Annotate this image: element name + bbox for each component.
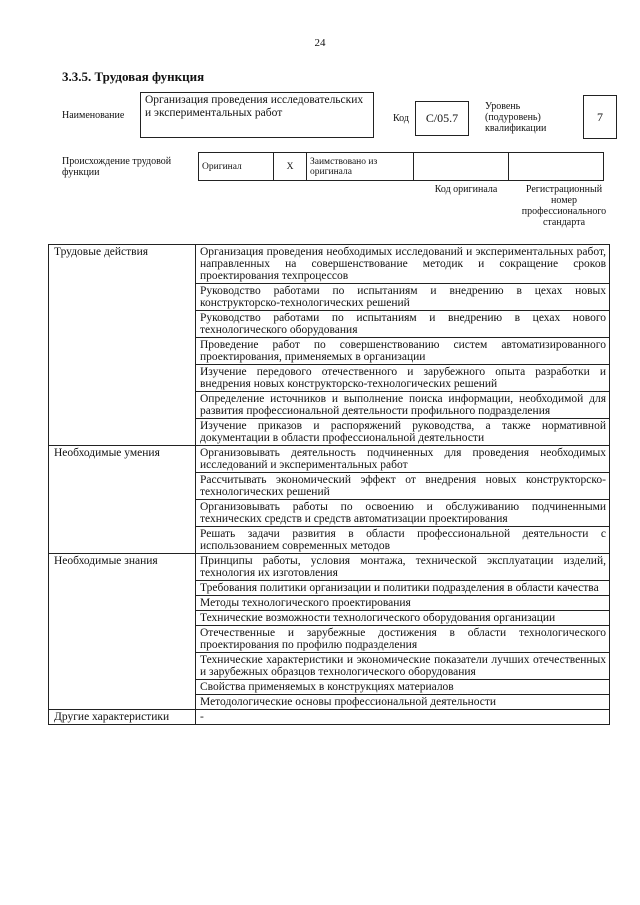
origin-table [198, 152, 604, 181]
item-text: Определение источников и выполнение поиска информации, необходимой для развития профессиональной деятельности профильного подразделения [196, 392, 610, 419]
section-title: 3.3.5. Трудовая функция [62, 69, 205, 84]
name-value: Организация проведения исследовательских и экспериментальных работ [145, 94, 364, 119]
item-text: Принципы работы, условия монтажа, технической эксплуатации изделий, технология их изготовления [196, 554, 610, 581]
item-text: Технические возможности технологического оборудования организации [196, 611, 610, 626]
category-labor-actions: Трудовые действия [49, 245, 196, 446]
item-text: Решать задачи развития в области профессиональной деятельности с использованием современных методов [196, 527, 610, 554]
original-label: Оригинал [199, 153, 274, 181]
origin-label: Происхождение трудовой функции [62, 156, 172, 178]
original-mark: X [274, 153, 307, 181]
code-original-caption: Код оригинала [434, 184, 498, 195]
item-text: Организация проведения необходимых исследований и экспериментальных работ, направленных на совершенствование методик и сокращение сроков проектирования техпроцессов [196, 245, 610, 284]
item-text: Свойства применяемых в конструкциях материалов [196, 680, 610, 695]
category-required-knowledge: Необходимые знания [49, 554, 196, 710]
table-row [49, 446, 610, 473]
page-number: 24 [314, 37, 326, 49]
item-text: Руководство работами по испытаниям и внедрению в цехах новых конструкторско-технологических решений [196, 284, 610, 311]
reg-number-cell [509, 153, 604, 181]
category-required-skills: Необходимые умения [49, 446, 196, 554]
category-other-characteristics: Другие характеристики [49, 710, 196, 725]
item-text: Изучение приказов и распоряжений руководства, а также нормативной документации в области профессиональной деятельности [196, 419, 610, 446]
reg-number-caption: Регистрационный номер профессионального стандарта [521, 184, 607, 228]
function-details-table [48, 244, 610, 725]
item-text: Проведение работ по совершенствованию систем автоматизированного проектирования, применяемых в организации [196, 338, 610, 365]
name-label: Наименование [62, 110, 125, 121]
item-text: Организовывать деятельность подчиненных для проведения необходимых исследований и экспериментальных работ [196, 446, 610, 473]
code-value-box [415, 101, 469, 136]
code-value: С/05.7 [425, 111, 459, 125]
borrowed-label: Заимствовано из оригинала [307, 153, 414, 181]
item-text: Изучение передового отечественного и зарубежного опыта разработки и внедрения новых конструкторско-технологических решений [196, 365, 610, 392]
level-label: Уровень (подуровень) квалификации [485, 101, 547, 134]
item-text: Руководство работами по испытаниям и внедрению в цехах нового технологического оборудования [196, 311, 610, 338]
item-text: Организовывать работы по освоению и обслуживанию подчиненными технических средств и средств автоматизации проектирования [196, 500, 610, 527]
item-text: Отечественные и зарубежные достижения в области технологического проектирования по профилю подразделения [196, 626, 610, 653]
table-row [49, 554, 610, 581]
code-label: Код [393, 113, 409, 124]
item-text: Технические характеристики и экономические показатели лучших отечественных и зарубежных образцов технологического оборудования [196, 653, 610, 680]
name-value-box [140, 92, 374, 138]
level-value-box [583, 95, 617, 139]
item-text: Требования политики организации и политики подразделения в области качества [196, 581, 610, 596]
level-value: 7 [597, 109, 603, 124]
item-text: Методологические основы профессиональной деятельности [196, 695, 610, 710]
item-text: Методы технологического проектирования [196, 596, 610, 611]
item-text: - [196, 710, 610, 725]
item-text: Рассчитывать экономический эффект от внедрения новых конструкторско-технологических решений [196, 473, 610, 500]
table-row [49, 245, 610, 284]
code-original-cell [414, 153, 509, 181]
table-row [49, 710, 610, 725]
